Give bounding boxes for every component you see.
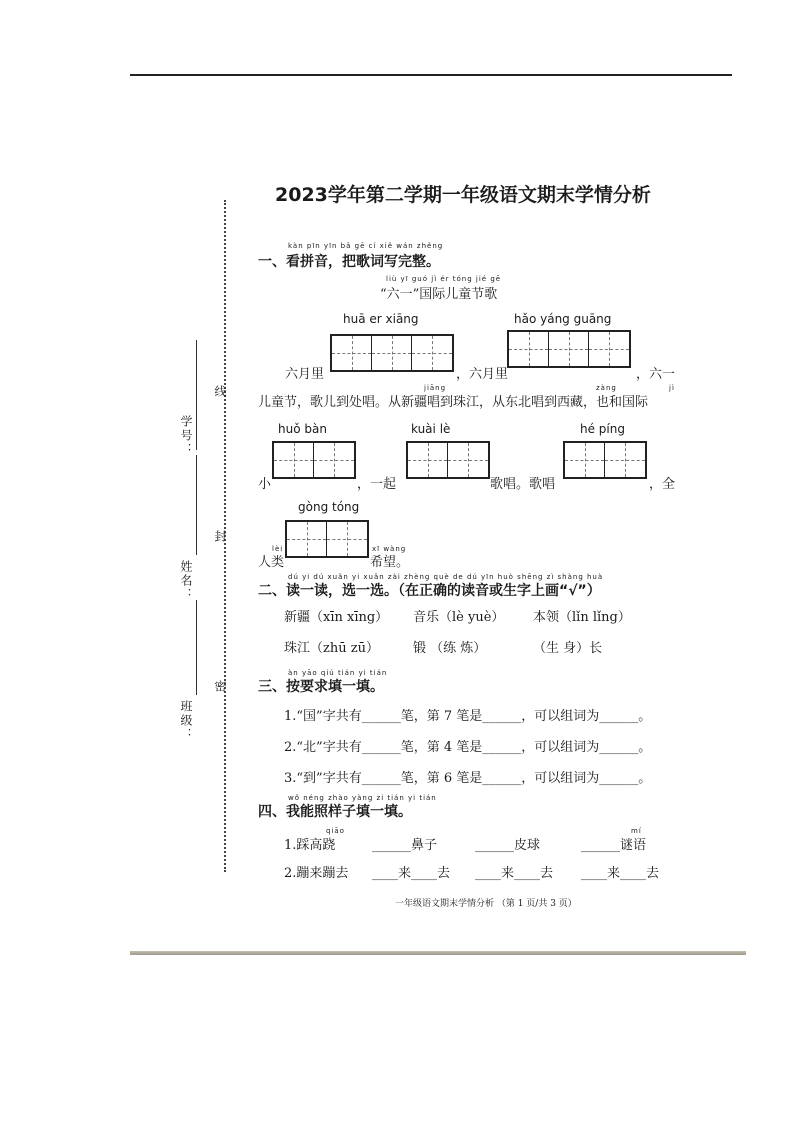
q2-heading-pinyin: dú yi dú xuǎn yi xuǎn zài zhèng què de dú yīn huò shēng zì shàng huà xyxy=(288,573,604,581)
answer-grid-1[interactable] xyxy=(330,334,454,372)
q4-blank-1[interactable]: ______鼻子 xyxy=(372,838,438,853)
line3-text-d: ，全 xyxy=(649,477,676,492)
blank3-pinyin: huǒ bàn xyxy=(278,422,327,436)
q4-blank-5[interactable]: ____来____去 xyxy=(475,866,554,881)
line1-text-a: 六月里 xyxy=(285,367,325,382)
q2-heading: 二、读一读，选一选。（在正确的读音或生字上画“√”） xyxy=(258,583,601,599)
seal-label-mi: 密 xyxy=(213,680,227,694)
q1-heading: 一、看拼音，把歌词写完整。 xyxy=(258,254,440,270)
ji-pinyin: jì xyxy=(669,384,675,392)
q3-heading-pinyin: àn yāo qiú tián yi tián xyxy=(288,669,388,677)
q1-heading-pinyin: kàn pīn yīn bǎ gē cí xiě wán zhěng xyxy=(288,242,444,250)
q4-example-2: 2.蹦来蹦去 xyxy=(284,866,349,881)
answer-grid-5[interactable] xyxy=(563,441,647,479)
line4-text-b: 希望。 xyxy=(370,555,410,570)
q2-item-6[interactable]: （生 身）长 xyxy=(533,641,603,656)
q4-blank-3[interactable]: ______谜语 xyxy=(581,838,647,853)
mi-pinyin: mí xyxy=(631,827,642,835)
q4-blank-4[interactable]: ____来____去 xyxy=(372,866,451,881)
student-id-line xyxy=(196,340,197,450)
song-title-pinyin: liù yī guó jì ér tóng jié gē xyxy=(386,275,502,283)
line2-text: 儿童节，歌儿到处唱。从新疆唱到珠江，从东北唱到西藏，也和国际 xyxy=(258,395,649,410)
seal-label-xian: 线 xyxy=(213,385,227,399)
answer-grid-2[interactable] xyxy=(507,330,631,368)
bottom-scan-edge xyxy=(130,951,746,955)
name-line xyxy=(196,455,197,555)
q4-blank-6[interactable]: ____来____去 xyxy=(581,866,660,881)
q4-example-1: 1.踩高跷 xyxy=(284,838,336,853)
q3-item-3[interactable]: 3.“到”字共有______笔，第 6 笔是______，可以组词为______。 xyxy=(284,771,652,786)
line3-text-c: 歌唱。歌唱 xyxy=(490,477,556,492)
line3-text-a: 小 xyxy=(258,477,272,492)
q2-item-2[interactable]: 音乐（lè yuè） xyxy=(413,610,505,625)
blank1-pinyin: huā er xiāng xyxy=(343,312,419,326)
jiang-pinyin: jiāng xyxy=(424,384,447,392)
line3-text-b: ，一起 xyxy=(357,477,397,492)
blank2-pinyin: hǎo yáng guāng xyxy=(514,312,612,326)
page-title: 2023学年第二学期一年级语文期末学情分析 xyxy=(275,184,651,206)
qiao-pinyin: qiāo xyxy=(326,827,345,835)
blank5-pinyin: hé píng xyxy=(580,422,625,436)
seal-label-feng: 封 xyxy=(213,530,227,544)
q2-item-5[interactable]: 锻 （练 炼） xyxy=(413,641,487,656)
xiwang-pinyin: xī wàng xyxy=(372,545,407,553)
line1-text-c: ，六一 xyxy=(636,367,676,382)
q3-item-1[interactable]: 1.“国”字共有______笔，第 7 笔是______，可以组词为______。 xyxy=(284,709,652,724)
q3-heading: 三、按要求填一填。 xyxy=(258,679,384,695)
q2-item-4[interactable]: 珠江（zhū zū） xyxy=(284,641,379,656)
q2-item-3[interactable]: 本领（lǐn lǐng） xyxy=(533,610,631,625)
top-rule xyxy=(130,74,732,76)
answer-grid-4[interactable] xyxy=(406,441,490,479)
q2-item-1[interactable]: 新疆（xīn xīng） xyxy=(284,610,389,625)
student-id-label: 学号： xyxy=(179,415,193,457)
q4-heading-pinyin: wǒ néng zhào yàng zi tián yi tián xyxy=(288,794,437,802)
page-footer: 一年级语文期末学情分析 （第 1 页/共 3 页） xyxy=(395,899,577,909)
answer-grid-3[interactable] xyxy=(272,441,356,479)
q3-item-2[interactable]: 2.“北”字共有______笔，第 4 笔是______，可以组词为______。 xyxy=(284,740,652,755)
line4-text-a: 人类 xyxy=(258,555,285,570)
lei-pinyin: lèi xyxy=(272,545,284,553)
q4-heading: 四、我能照样子填一填。 xyxy=(258,804,412,820)
q4-blank-2[interactable]: ______皮球 xyxy=(475,838,541,853)
class-label: 班级： xyxy=(179,700,193,742)
blank6-pinyin: gòng tóng xyxy=(298,500,360,514)
class-line xyxy=(196,600,197,695)
answer-grid-6[interactable] xyxy=(285,520,369,558)
name-label: 姓名： xyxy=(179,560,193,602)
blank4-pinyin: kuài lè xyxy=(411,422,451,436)
song-title: “六一”国际儿童节歌 xyxy=(380,287,498,302)
line1-text-b: ，六月里 xyxy=(456,367,509,382)
zang-pinyin: zàng xyxy=(596,384,617,392)
